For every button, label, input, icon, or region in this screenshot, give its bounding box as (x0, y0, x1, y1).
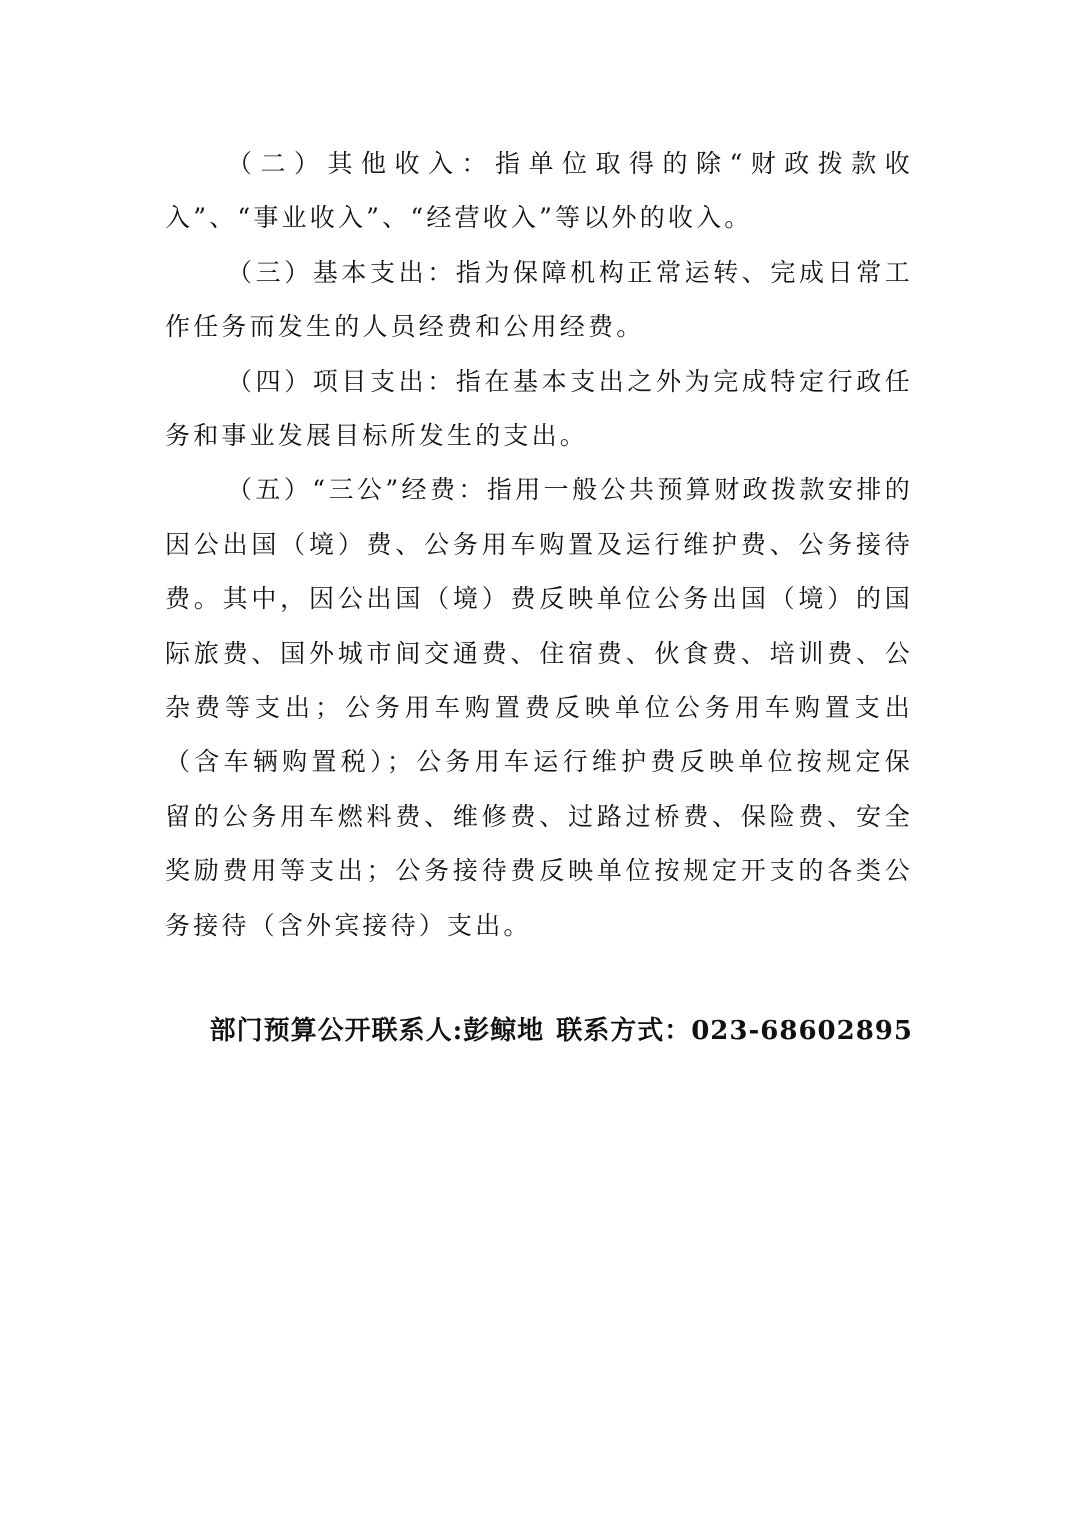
definition-project-expenditure: （四）项目支出：指在基本支出之外为完成特定行政任务和事业发展目标所发生的支出。 (165, 366, 913, 451)
contact-phone: 023-68602895 (691, 1016, 913, 1046)
contact-person-label: 部门预算公开联系人: (209, 1016, 464, 1046)
definition-other-income: （二）其他收入：指单位取得的除“财政拨款收入”、“事业收入”、“经营收入”等以外的收入。 (165, 149, 913, 233)
contact-person-name: 彭鲸地 (463, 1016, 545, 1046)
definition-basic-expenditure: （三）基本支出：指为保障机构正常运转、完成日常工作任务而发生的人员经费和公用经费。 (165, 257, 913, 342)
contact-line (210, 1008, 913, 1054)
document-body (165, 137, 913, 953)
definition-three-public-expenses: （五）“三公”经费：指用一般公共预算财政拨款安排的因公出国（境）费、公务用车购置及运行维护费、公务接待费。其中，因公出国（境）费反映单位公务出国（境）的国际旅费、国外城市间交通费、住宿费、伙食费、培训费、公杂费等支出；公务用车购置费反映单位公务用车购置支出（含车辆购置税）；公务用车运行维护费反映单位按规定保留的公务用车燃料费、维修费、过路过桥费、保险费、安全奖励费用等支出；公务接待费反映单位按规定开支的各类公务接待（含外宾接待）支出。 (165, 475, 913, 940)
contact-method-label: 联系方式： (556, 1016, 692, 1046)
